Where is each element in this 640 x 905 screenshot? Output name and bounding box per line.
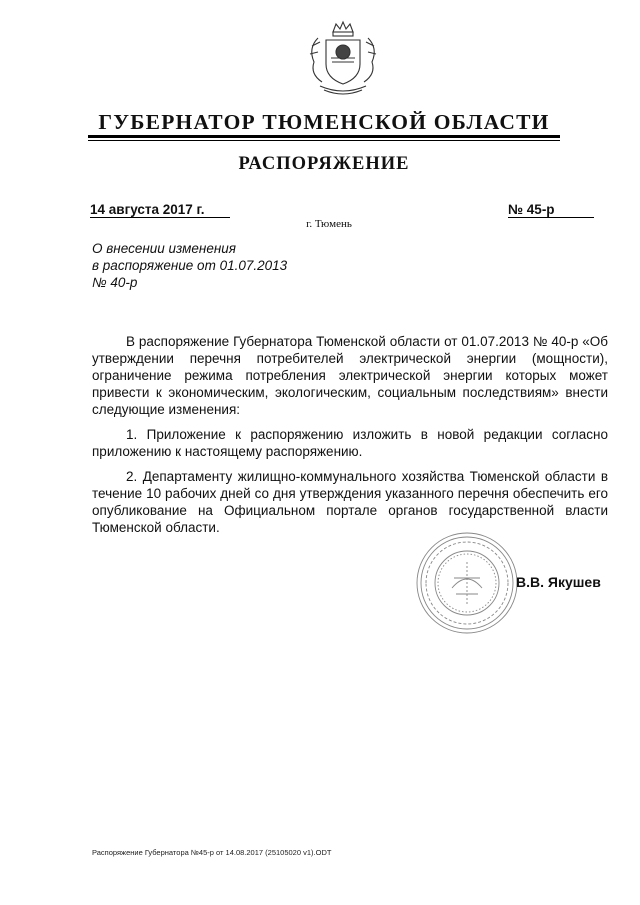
coat-of-arms-icon (298, 18, 388, 100)
governor-title: ГУБЕРНАТОР ТЮМЕНСКОЙ ОБЛАСТИ (98, 110, 550, 134)
document-body (92, 333, 608, 544)
body-paragraph: 1. Приложение к распоряжению изложить в новой редакции согласно приложению к настоящему распоряжению. (92, 427, 608, 459)
file-footer: Распоряжение Губернатора №45-р от 14.08.2017 (25105020 v1).ODT (92, 848, 332, 857)
document-city: г. Тюмень (306, 218, 352, 230)
body-paragraph: В распоряжение Губернатора Тюменской области от 01.07.2013 № 40-р «Об утверждении перечня потребителей электрической энергии (мощности), ограничение режима потребления электрической энергии которых может привести к экономическим, экологическим, социальным последствиям» внести следующие изменения: (92, 334, 608, 417)
document-subject (92, 240, 352, 291)
document-number: № 45-р (508, 202, 555, 217)
subject-line: в распоряжение от 01.07.2013 (92, 258, 288, 273)
header-rule-thin (88, 140, 560, 141)
official-seal-icon (414, 530, 520, 636)
document-date: 14 августа 2017 г. (90, 202, 205, 217)
signatory-name: В.В. Якушев (516, 574, 601, 590)
subject-line: О внесении изменения (92, 241, 237, 256)
document-type: РАСПОРЯЖЕНИЕ (238, 154, 410, 174)
subject-line: № 40-р (92, 275, 138, 290)
body-paragraph: 2. Департаменту жилищно-коммунального хозяйства Тюменской области в течение 10 рабочих дней со дня утверждения указанного перечня обеспечить его опубликование на Официальном портале органов государственной власти Тюменской области. (92, 469, 608, 535)
header-rule-thick (88, 135, 560, 138)
